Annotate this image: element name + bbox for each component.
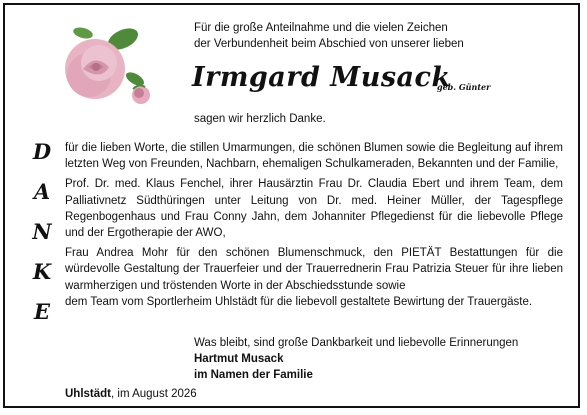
obituary-thank-you-card [3, 3, 580, 408]
signer-name: Hartmut Musack [194, 353, 284, 365]
intro-line-1: Für die große Anteilnahme und die vielen Zeichen [194, 22, 448, 34]
place: Uhlstädt [65, 388, 111, 400]
danke-letter: D [32, 139, 52, 164]
danke-vertical-letters [28, 139, 56, 339]
date-text: , im August 2026 [111, 388, 197, 400]
thanks-paragraph: für die lieben Worte, die stillen Umarmungen, die schönen Blumen sowie die Begleitung auf ihrem letzten Weg von Freunden, Nachbarn, ehemaligen Schulkameraden, Bekannten und der Familie, [65, 142, 563, 171]
thanks-intro: sagen wir herzlich Danke. [194, 113, 326, 125]
thanks-paragraph: Prof. Dr. med. Klaus Fenchel, ihrer Hausärztin Frau Dr. Claudia Ebert und ihrem Team, dem Palliativnetz Südthüringen unter Leitung von Dr. med. Heiner Müller, der Tagespflege Regenbogenhaus und Frau Conny Jahn, dem Johanniter Pflegedienst für die liebevolle Pflege und der Ergotherapie der AWO, [65, 178, 563, 240]
thanks-paragraph: dem Team vom Sportlerheim Uhlstädt für die liebevoll gestaltete Bewirtung der Trauergäste. [65, 295, 533, 308]
closing-line: Was bleibt, sind große Dankbarkeit und liebevolle Erinnerungen [194, 337, 519, 349]
rose-flower-icon [53, 25, 163, 113]
danke-letter: A [33, 179, 51, 204]
signer-role: im Namen der Familie [194, 369, 313, 381]
danke-letter: K [32, 259, 52, 284]
danke-letter: E [33, 299, 50, 324]
intro-line-2: der Verbundenheit beim Abschied von unserer lieben [194, 38, 464, 50]
thanks-paragraph: Frau Andrea Mohr für den schönen Blumenschmuck, den PIETÄT Bestattungen für die würdevolle Gestaltung der Trauerfeier und der Trauerrednerin Frau Patrizia Steuer für ihre lieben warmherzigen und tröstenden Worte in der Abschiedsstunde sowie [65, 247, 563, 292]
intro-text [194, 20, 554, 52]
danke-letter: N [32, 219, 52, 244]
place-date [65, 386, 197, 402]
deceased-name: Irmgard Musack [192, 62, 451, 93]
signature-block [194, 351, 313, 383]
thanks-body [65, 140, 563, 314]
maiden-name: geb. Günter [437, 82, 491, 92]
